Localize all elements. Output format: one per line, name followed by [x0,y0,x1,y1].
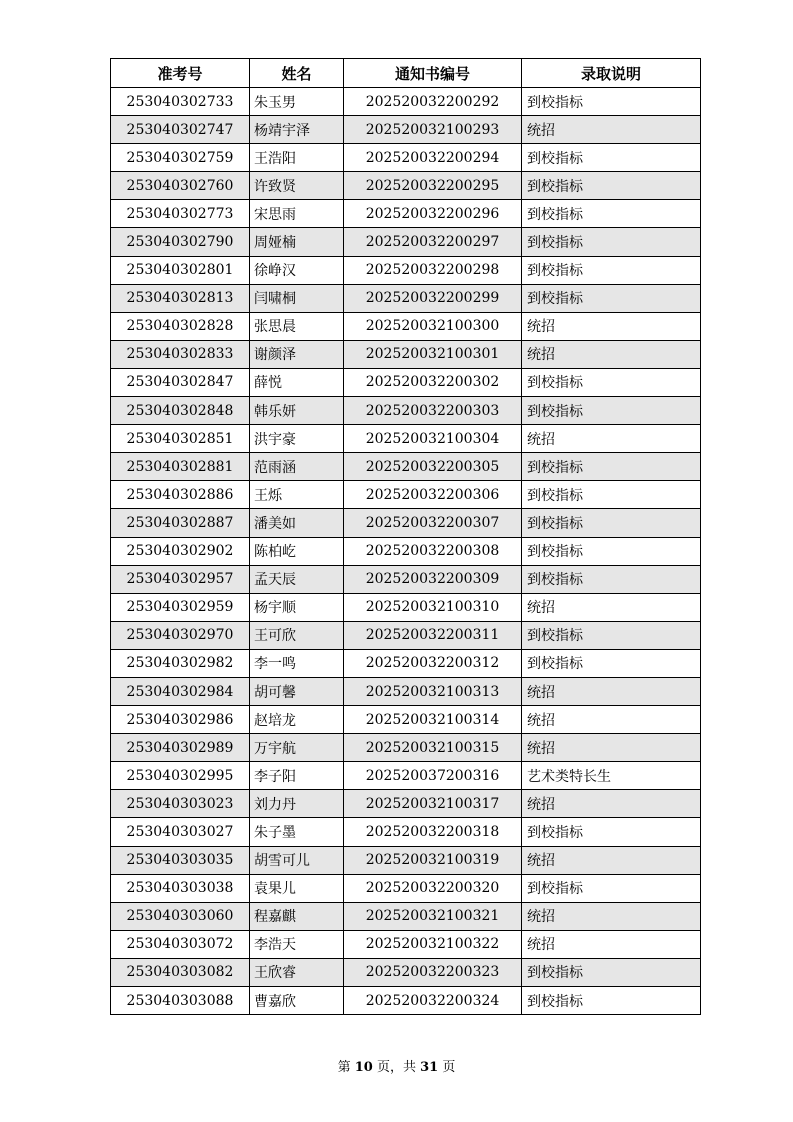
cell-name: 朱子墨 [250,818,344,846]
cell-name: 赵培龙 [250,706,344,734]
cell-exam-number: 253040303035 [111,846,250,874]
cell-notice-number: 202520032100314 [344,706,522,734]
cell-notice-number: 202520032100293 [344,116,522,144]
table-row [111,537,701,565]
cell-name: 程嘉麒 [250,902,344,930]
cell-notice-number: 202520032200297 [344,228,522,256]
cell-notice-number: 202520032200307 [344,509,522,537]
cell-exam-number: 253040302995 [111,762,250,790]
table-row [111,453,701,481]
cell-admission-note: 到校指标 [522,172,701,200]
cell-name: 孟天辰 [250,565,344,593]
cell-name: 张思晨 [250,312,344,340]
cell-notice-number: 202520032200302 [344,368,522,396]
cell-exam-number: 253040302828 [111,312,250,340]
table-row [111,425,701,453]
table-body [111,88,701,1015]
table-row [111,256,701,284]
cell-exam-number: 253040302851 [111,425,250,453]
cell-notice-number: 202520032100319 [344,846,522,874]
cell-notice-number: 202520032200308 [344,537,522,565]
cell-exam-number: 253040303023 [111,790,250,818]
cell-admission-note: 到校指标 [522,987,701,1015]
table-row [111,874,701,902]
cell-notice-number: 202520032200292 [344,88,522,116]
cell-admission-note: 到校指标 [522,453,701,481]
cell-admission-note: 统招 [522,734,701,762]
table-row [111,172,701,200]
table-row [111,987,701,1015]
table-row [111,88,701,116]
table-row [111,144,701,172]
table-row [111,397,701,425]
table-row [111,621,701,649]
cell-admission-note: 艺术类特长生 [522,762,701,790]
header-admission-note: 录取说明 [522,59,701,88]
cell-notice-number: 202520032200323 [344,958,522,986]
footer-page-number: 10 [354,1060,373,1075]
cell-exam-number: 253040302801 [111,256,250,284]
cell-exam-number: 253040302986 [111,706,250,734]
cell-name: 徐峥汉 [250,256,344,284]
cell-notice-number: 202520032200298 [344,256,522,284]
cell-admission-note: 到校指标 [522,397,701,425]
cell-name: 闫啸桐 [250,284,344,312]
table-row [111,649,701,677]
cell-notice-number: 202520032100315 [344,734,522,762]
cell-exam-number: 253040303072 [111,930,250,958]
cell-exam-number: 253040303088 [111,987,250,1015]
cell-exam-number: 253040302790 [111,228,250,256]
cell-notice-number: 202520032100321 [344,902,522,930]
cell-exam-number: 253040302773 [111,200,250,228]
cell-notice-number: 202520032200318 [344,818,522,846]
cell-exam-number: 253040302989 [111,734,250,762]
cell-admission-note: 到校指标 [522,481,701,509]
cell-name: 许致贤 [250,172,344,200]
footer-suffix: 页 [442,1060,456,1075]
cell-exam-number: 253040302887 [111,509,250,537]
cell-name: 李浩天 [250,930,344,958]
cell-notice-number: 202520032200295 [344,172,522,200]
cell-name: 陈柏屹 [250,537,344,565]
cell-name: 王可欣 [250,621,344,649]
cell-exam-number: 253040303082 [111,958,250,986]
cell-admission-note: 统招 [522,425,701,453]
page-footer [0,1056,793,1075]
admission-table [110,58,701,1015]
cell-name: 杨靖宇泽 [250,116,344,144]
table-row [111,902,701,930]
table-row [111,565,701,593]
table-row [111,593,701,621]
cell-admission-note: 到校指标 [522,565,701,593]
footer-prefix: 第 [337,1060,351,1075]
cell-notice-number: 202520032200311 [344,621,522,649]
cell-notice-number: 202520032200305 [344,453,522,481]
cell-name: 王欣睿 [250,958,344,986]
cell-notice-number: 202520032100304 [344,425,522,453]
cell-admission-note: 统招 [522,340,701,368]
cell-admission-note: 到校指标 [522,284,701,312]
cell-name: 韩乐妍 [250,397,344,425]
cell-exam-number: 253040303027 [111,818,250,846]
cell-name: 宋思雨 [250,200,344,228]
cell-admission-note: 到校指标 [522,88,701,116]
cell-admission-note: 到校指标 [522,256,701,284]
footer-middle: 页，共 [376,1060,416,1075]
table-header-row [111,59,701,88]
cell-name: 范雨涵 [250,453,344,481]
table-row [111,790,701,818]
table-row [111,228,701,256]
cell-admission-note: 到校指标 [522,958,701,986]
cell-exam-number: 253040302833 [111,340,250,368]
cell-name: 周娅楠 [250,228,344,256]
cell-name: 谢颜泽 [250,340,344,368]
cell-admission-note: 到校指标 [522,537,701,565]
table-row [111,509,701,537]
table-row [111,481,701,509]
table-row [111,677,701,705]
cell-name: 王烁 [250,481,344,509]
cell-name: 万宇航 [250,734,344,762]
cell-exam-number: 253040302957 [111,565,250,593]
header-name: 姓名 [250,59,344,88]
cell-admission-note: 统招 [522,902,701,930]
header-notice-number: 通知书编号 [344,59,522,88]
cell-notice-number: 202520032200306 [344,481,522,509]
cell-exam-number: 253040302881 [111,453,250,481]
table-row [111,706,701,734]
table-row [111,284,701,312]
cell-notice-number: 202520032200294 [344,144,522,172]
cell-name: 薛悦 [250,368,344,396]
cell-exam-number: 253040302759 [111,144,250,172]
cell-notice-number: 202520032100300 [344,312,522,340]
table-row [111,312,701,340]
table-row [111,116,701,144]
cell-name: 洪宇豪 [250,425,344,453]
cell-name: 曹嘉欣 [250,987,344,1015]
cell-admission-note: 统招 [522,312,701,340]
cell-exam-number: 253040302984 [111,677,250,705]
cell-name: 潘美如 [250,509,344,537]
cell-notice-number: 202520032100317 [344,790,522,818]
cell-admission-note: 到校指标 [522,874,701,902]
cell-admission-note: 到校指标 [522,228,701,256]
cell-name: 朱玉男 [250,88,344,116]
table-row [111,930,701,958]
cell-name: 胡可馨 [250,677,344,705]
table-row [111,762,701,790]
cell-exam-number: 253040302902 [111,537,250,565]
cell-exam-number: 253040302760 [111,172,250,200]
cell-notice-number: 202520032200324 [344,987,522,1015]
table-row [111,846,701,874]
table-row [111,368,701,396]
table-row [111,818,701,846]
cell-exam-number: 253040302959 [111,593,250,621]
cell-admission-note: 到校指标 [522,144,701,172]
cell-notice-number: 202520037200316 [344,762,522,790]
cell-admission-note: 统招 [522,593,701,621]
cell-exam-number: 253040302733 [111,88,250,116]
cell-exam-number: 253040302982 [111,649,250,677]
cell-exam-number: 253040302886 [111,481,250,509]
cell-notice-number: 202520032200320 [344,874,522,902]
cell-admission-note: 统招 [522,846,701,874]
cell-exam-number: 253040303038 [111,874,250,902]
cell-name: 李一鸣 [250,649,344,677]
cell-name: 李子阳 [250,762,344,790]
cell-admission-note: 统招 [522,706,701,734]
cell-name: 杨宇顺 [250,593,344,621]
cell-exam-number: 253040302847 [111,368,250,396]
table-row [111,958,701,986]
cell-name: 胡雪可儿 [250,846,344,874]
cell-admission-note: 到校指标 [522,818,701,846]
table-row [111,340,701,368]
cell-admission-note: 到校指标 [522,621,701,649]
table-row [111,200,701,228]
cell-notice-number: 202520032200296 [344,200,522,228]
cell-admission-note: 到校指标 [522,509,701,537]
cell-admission-note: 到校指标 [522,368,701,396]
cell-admission-note: 到校指标 [522,200,701,228]
cell-notice-number: 202520032200299 [344,284,522,312]
cell-notice-number: 202520032100301 [344,340,522,368]
cell-exam-number: 253040302813 [111,284,250,312]
cell-admission-note: 到校指标 [522,649,701,677]
header-exam-number: 准考号 [111,59,250,88]
cell-name: 袁果儿 [250,874,344,902]
cell-exam-number: 253040302848 [111,397,250,425]
admission-table-container [110,58,700,1015]
footer-total-pages: 31 [420,1060,439,1075]
cell-exam-number: 253040302747 [111,116,250,144]
cell-admission-note: 统招 [522,790,701,818]
cell-notice-number: 202520032100310 [344,593,522,621]
cell-name: 王浩阳 [250,144,344,172]
cell-notice-number: 202520032100313 [344,677,522,705]
cell-name: 刘力丹 [250,790,344,818]
cell-admission-note: 统招 [522,677,701,705]
cell-notice-number: 202520032200303 [344,397,522,425]
cell-notice-number: 202520032200309 [344,565,522,593]
cell-notice-number: 202520032100322 [344,930,522,958]
cell-notice-number: 202520032200312 [344,649,522,677]
cell-admission-note: 统招 [522,116,701,144]
cell-exam-number: 253040303060 [111,902,250,930]
cell-exam-number: 253040302970 [111,621,250,649]
table-row [111,734,701,762]
cell-admission-note: 统招 [522,930,701,958]
